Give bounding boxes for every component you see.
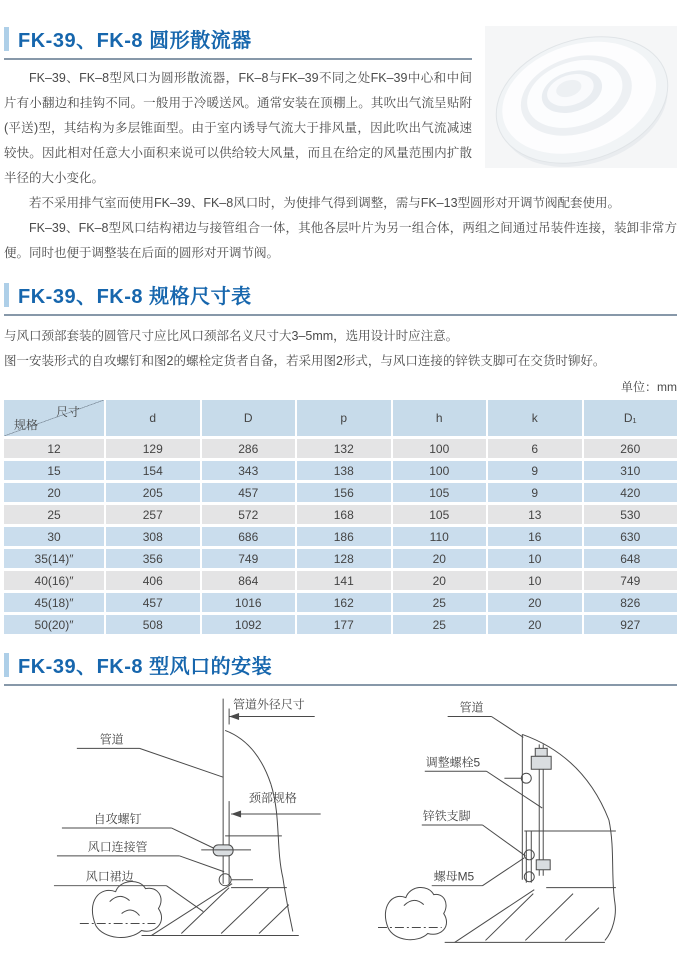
value-cell: 10: [488, 549, 582, 568]
title-accent-bar: [4, 283, 9, 307]
spec-cell: 50(20)″: [4, 615, 104, 634]
title-accent-bar: [4, 653, 9, 677]
fig1-dim-label: 管道外径尺寸: [233, 697, 305, 712]
spec-cell: 30: [4, 527, 104, 546]
value-cell: 630: [584, 527, 678, 546]
value-cell: 132: [297, 439, 391, 458]
value-cell: 110: [393, 527, 487, 546]
value-cell: 457: [202, 483, 296, 502]
diffuser-photo-art: [485, 26, 677, 168]
spec-cell: 40(16)″: [4, 571, 104, 590]
value-cell: 129: [106, 439, 200, 458]
value-cell: 20: [393, 571, 487, 590]
fig1-screw-label: 自攻螺钉: [93, 811, 142, 826]
value-cell: 100: [393, 461, 487, 480]
corner-top-label: 尺寸: [56, 405, 81, 419]
value-cell: 10: [488, 571, 582, 590]
section-specs: [4, 280, 677, 634]
value-cell: 308: [106, 527, 200, 546]
value-cell: 648: [584, 549, 678, 568]
fig2-pipe-label: 管道: [460, 700, 484, 715]
column-header: d: [106, 400, 200, 436]
value-cell: 530: [584, 505, 678, 524]
value-cell: 20: [488, 593, 582, 612]
spec-cell: 45(18)″: [4, 593, 104, 612]
value-cell: 343: [202, 461, 296, 480]
section-install: [4, 650, 677, 953]
specs-title: [4, 280, 677, 309]
value-cell: 141: [297, 571, 391, 590]
value-cell: 20: [488, 615, 582, 634]
value-cell: 100: [393, 439, 487, 458]
value-cell: 156: [297, 483, 391, 502]
value-cell: 749: [584, 571, 678, 590]
value-cell: 749: [202, 549, 296, 568]
fig1-neck-label: 颈部规格: [249, 791, 297, 806]
specs-title-text: FK-39、FK-8 规格尺寸表: [18, 286, 252, 308]
value-cell: 177: [297, 615, 391, 634]
spec-cell: 20: [4, 483, 104, 502]
value-cell: 406: [106, 571, 200, 590]
value-cell: 686: [202, 527, 296, 546]
value-cell: 186: [297, 527, 391, 546]
value-cell: 9: [488, 461, 582, 480]
spec-cell: 35(14)″: [4, 549, 104, 568]
value-cell: 260: [584, 439, 678, 458]
unit-label: 单位：mm: [621, 380, 677, 394]
value-cell: 310: [584, 461, 678, 480]
title-rule: [4, 314, 677, 316]
value-cell: 105: [393, 505, 487, 524]
value-cell: 16: [488, 527, 582, 546]
value-cell: 205: [106, 483, 200, 502]
fig2-nut-label: 螺母M5: [434, 869, 475, 884]
diffuser-product-photo: [485, 26, 677, 168]
fig1-connector-label: 风口连接管: [87, 839, 148, 854]
column-header: k: [488, 400, 582, 436]
value-cell: 420: [584, 483, 678, 502]
value-cell: 162: [297, 593, 391, 612]
value-cell: 257: [106, 505, 200, 524]
value-cell: 1016: [202, 593, 296, 612]
value-cell: 457: [106, 593, 200, 612]
intro-paragraph: FK–39、FK–8型风口为圆形散流器，FK–8与FK–39不同之处FK–39中心和中间片有小翻边和挂钩不同。一般用于冷暖送风。通常安装在顶棚上。其吹出气流呈贴附(平送)型，其结构为多层锥面型。由于室内诱导气流大于排风量，因此吹出气流减速较快。因此相对任意大小面积来说可以供给较大风量，而且在给定的风量范围内扩散半径的大小变化。: [4, 71, 472, 185]
spec-cell: 25: [4, 505, 104, 524]
spec-note: 与风口颈部套装的圆管尺寸应比风口颈部名义尺寸大3–5mm，选用设计时应注意。: [4, 329, 459, 343]
value-cell: 138: [297, 461, 391, 480]
value-cell: 6: [488, 439, 582, 458]
value-cell: 154: [106, 461, 200, 480]
fig2-foot-label: 锌铁支脚: [423, 809, 471, 824]
page-title-text: FK-39、FK-8 圆形散流器: [18, 30, 252, 52]
value-cell: 286: [202, 439, 296, 458]
title-rule: [4, 684, 677, 686]
value-cell: 105: [393, 483, 487, 502]
spec-table: [4, 400, 677, 634]
value-cell: 9: [488, 483, 582, 502]
install-figure-2: [378, 688, 677, 953]
title-rule: [4, 58, 472, 60]
value-cell: 1092: [202, 615, 296, 634]
value-cell: 356: [106, 549, 200, 568]
install-title-text: FK-39、FK-8 型风口的安装: [18, 656, 273, 678]
fig1-pipe-label: 管道: [99, 732, 124, 747]
intro-paragraph: FK–39、FK–8型风口结构裙边与接管组合一体，其他各层叶片为另一组合体，两组之间通过吊装件连接，装卸非常方便。同时也便于调整装在后面的圆形对开调节阀。: [4, 221, 677, 260]
fig2-bolt-label: 调整螺栓5: [426, 755, 481, 770]
spec-cell: 12: [4, 439, 104, 458]
value-cell: 826: [584, 593, 678, 612]
value-cell: 927: [584, 615, 678, 634]
spec-cell: 15: [4, 461, 104, 480]
value-cell: 128: [297, 549, 391, 568]
value-cell: 25: [393, 615, 487, 634]
value-cell: 572: [202, 505, 296, 524]
spec-note: 图一安装形式的自攻螺钉和图2的螺栓定货者自备，若采用图2形式，与风口连接的锌铁支脚可在交货时铆好。: [4, 354, 606, 368]
install-figure-1: [44, 688, 372, 953]
column-header: D₁: [584, 400, 678, 436]
column-header: p: [297, 400, 391, 436]
corner-bottom-label: 规格: [14, 418, 39, 432]
table-corner-cell: [4, 400, 104, 436]
value-cell: 20: [393, 549, 487, 568]
value-cell: 508: [106, 615, 200, 634]
column-header: h: [393, 400, 487, 436]
section-intro: [4, 0, 677, 266]
value-cell: 25: [393, 593, 487, 612]
value-cell: 864: [202, 571, 296, 590]
column-header: D: [202, 400, 296, 436]
install-title: [4, 650, 677, 679]
intro-paragraph: 若不采用排气室而使用FK–39、FK–8风口时，为使排气得到调整，需与FK–13型圆形对开调节阀配套使用。: [29, 196, 621, 210]
title-accent-bar: [4, 27, 9, 51]
fig1-skirt-label: 风口裙边: [85, 869, 134, 884]
value-cell: 13: [488, 505, 582, 524]
value-cell: 168: [297, 505, 391, 524]
